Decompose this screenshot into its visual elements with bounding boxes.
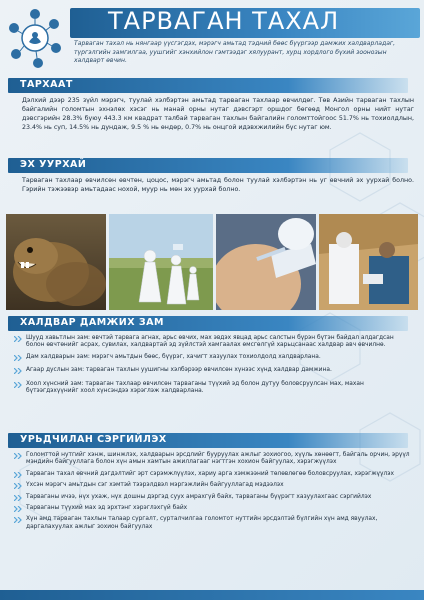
double-chevron-right-icon: [14, 453, 22, 459]
field-workers-photo: [109, 214, 213, 310]
source-text: Тарваган тахлаар өвчилсөн өвчтөн, цоцос, мэрэгч амьтад болон туулай хэлбэртэн нь уг өвчний эх уурхай болно. Гэрийн тэжээвэр амьтадаас нохой, муур нь мөн эх уурхай болно.: [22, 177, 414, 193]
list-item: Дам халдварын зам: мэрэгч амьтдын бөөс, бүүрэг, хачигт хазуулах тохиолдолд халдварлана.: [14, 354, 414, 361]
list-item: Шууд хавьтлын зам: өвчтэй тарвага агнах, арьс өвчих, мах эвдэх явцад арьс салстын бүрэн бүтэн байдал алдагдсан болон өвчтөнийг асрах, сувилах, халдвартай эд зүйлстэй хамгаалах өмсгөлгүй харьцсанаас халдвар авч өвчилнө.: [14, 335, 414, 350]
list-item: Үхсэн мэрэгч амьтдын сэг хэмтэй тээрэлдвэл мэргэжлийн байгууллагад мэдээлэх: [14, 482, 414, 489]
list-item: Тарваганы ичээ, нүх ухаж, нүх дошны дэргэд суух амрахгүй байх, тарваганы бүүрэгт хазуулахгаас сэргийлэх: [14, 494, 414, 501]
double-chevron-right-icon: [14, 506, 22, 512]
section-header-source: [8, 158, 408, 173]
list-item: Хоол хүнсний зам: тарваган тахлаар өвчилсөн тарваганы түүхий эд болон дутуу боловсруулсан мах, махан бүтээгдэхүүнийг хоол хүнсэндээ хэрэглэж халдварлана.: [14, 381, 414, 396]
double-chevron-right-icon: [14, 517, 22, 523]
double-chevron-right-icon: [14, 336, 22, 342]
page-title: ТАРВАГАН ТАХАЛ: [108, 7, 340, 35]
double-chevron-right-icon: [14, 472, 22, 478]
section-title-transmission: ХАЛДВАР ДАМЖИХ ЗАМ: [20, 317, 164, 328]
double-chevron-right-icon: [14, 483, 22, 489]
intro-text: Тарваган тахал нь нянгаар үүсгэгдэх, мэрэгч амьтад тэдний бөөс бүүргээр дамжих халдварладаг, түргэлгийн замгилгаа, уушгийг хэнхийлон гэмтээдэг хялуурант, хурц хордлого бүхий зоонозын халдварт өвчин.: [74, 40, 396, 65]
footer-bar: [0, 590, 424, 600]
double-chevron-right-icon: [14, 382, 22, 388]
section-title-prevention: УРЬДЧИЛАН СЭРГИЙЛЭХ: [20, 434, 167, 445]
photo-strip: [6, 214, 418, 310]
header: [0, 0, 424, 76]
vaccination-photo: [216, 214, 316, 310]
marmot-photo: [6, 214, 106, 310]
section-title-source: ЭХ УУРХАЙ: [20, 159, 87, 170]
prevention-list: [14, 452, 414, 531]
list-item: Тарваган тахал өвчний дэгдэлтийг эрт сэрэмжлүүлэх, хариу арга хэмжээний төлөвлөгөө боловсруулах, хэрэгжүүлэх: [14, 471, 414, 478]
transmission-list: [14, 335, 414, 395]
list-item: Агаар дуслын зам: тарваган тахлын уушигны хэлбэрээр өвчилсөн хүнээс хүнд халдвар дамжина.: [14, 367, 414, 374]
double-chevron-right-icon: [14, 355, 22, 361]
yurt-medical-photo: [319, 214, 418, 310]
section-title-spread: ТАРХААТ: [20, 79, 73, 90]
list-item: Тарваганы түүхий мах эд эрхтэнг хэрэглэхгүй байх: [14, 505, 414, 512]
list-item: Голомттой нутгийг хэнж, шинжлэх, халдварын эрсдлийг бууруулах ажлыг зохиогоо, хүүль хөнөөгт, байгаль орчин, эрүүл мэндийн байгууллага болон хүн амын хамтын ажиллагааг нэгтгэн хохион байгуулах, хэрэгжүүлэх: [14, 452, 414, 467]
section-header-prevention: [8, 433, 408, 448]
double-chevron-right-icon: [14, 368, 22, 374]
list-item: Хүн амд тарваган тахлын талаар сургалт, сурталчилгаа голомтот нуттийн эрсдэлтэй бүлгийн хүн амд явуулах, даргалахуулах ажлыг зохион байгуулах: [14, 516, 414, 531]
spread-text: Дэлхий дээр 235 зүйл мэрэгч, туулай хэлбэртэн амьтад тарваган тахлаар өвчилдөг. Төв Азийн тарваган тахлын байгалийн голомтын эхнэлөх хэсэг нь манай орны нутаг дэвсгэрт оршдог бөгөөд Монгол орны нийт нутаг дэвсгэрийн 28.3% буюу 443.3 км квадрат талбай тарваган тахлын байгалийн голомттойгоос 51.7% нь тохиолдлын, 23.4% нь суп, 14.5% нь дундаж, 9.5 % нь өндөр, 0.7% нь онцгой идэвхжилийн бүс нутаг юм.: [22, 97, 414, 131]
wildlife-circle-logo: [6, 6, 64, 70]
double-chevron-right-icon: [14, 495, 22, 501]
section-header-transmission: [8, 316, 408, 331]
section-header-spread: [8, 78, 408, 93]
